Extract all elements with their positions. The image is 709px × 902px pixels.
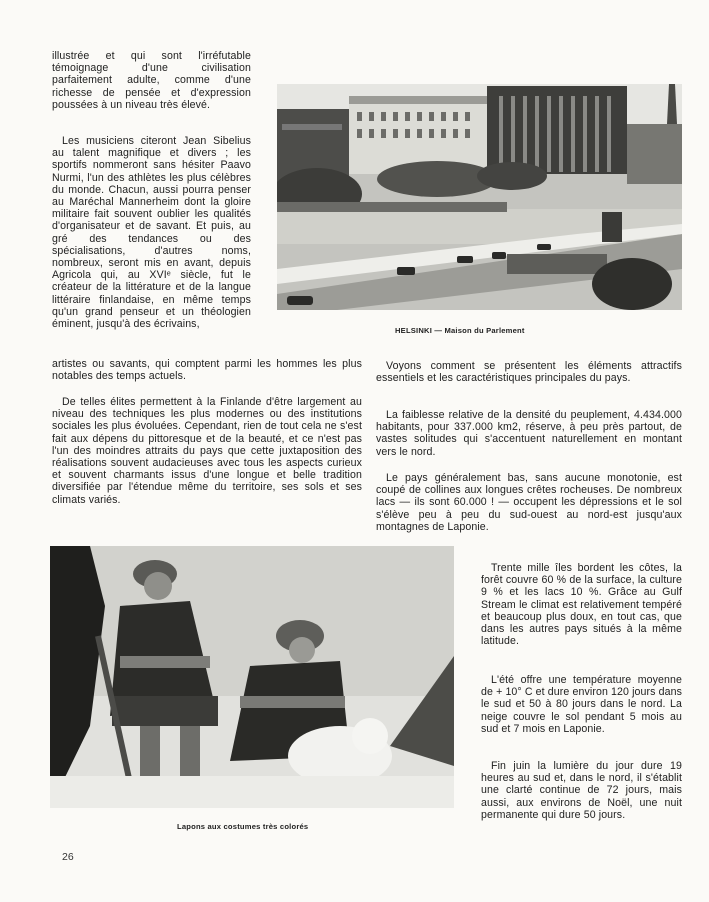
paragraph-1: illustrée et qui sont l'irréfutable témoignage d'une civilisation parfaitement adulte, comme d'une richesse de pensée et d'expression poussées à un niveau très élevé. (52, 50, 251, 111)
helsinki-caption: HELSINKI — Maison du Parlement (395, 326, 525, 335)
paragraph-9: Fin juin la lumière du jour dure 19 heures au sud et, dans le nord, il s'établit une clarté continue de 72 jours, mais aussi, aux environs de Noël, une nuit permanente qui dure 50 jours. (481, 760, 682, 821)
paragraph-5: La faiblesse relative de la densité du peuplement, 4.434.000 habitants, pour 337.000 km2, réserve, à peu près partout, de vastes solitudes qui s'accentuent naturellement en montant vers le nord. (376, 409, 682, 458)
lapons-photo (50, 546, 454, 808)
paragraph-7: Trente mille îles bordent les côtes, la forêt couvre 60 % de la surface, la culture 9 % et les lacs 10 %. Grâce au Gulf Stream le climat est relativement tempéré et beaucoup plus doux, en tout cas, que dans les autres pays situés à la même latitude. (481, 562, 682, 648)
lapons-image (50, 546, 454, 808)
paragraph-3: De telles élites permettent à la Finlande d'être largement au niveau des techniques les plus modernes ou des institutions sociales les plus évoluées. Cependant, rien de tout cela ne s'est fait aux dépens du pittoresque et de la beauté, et ce n'est pas l'un des moindres attraits du pays que cette juxtaposition des réalisations souvent audacieuses avec tous les aspects curieux et souvent charmants issus d'une longue et belle tradition diversifiée par l'étendue même du territoire, ses sols et ses climats variés. (52, 396, 362, 506)
page-number: 26 (62, 851, 74, 863)
paragraph-2: Les musiciens citeront Jean Sibelius au talent magnifique et divers ; les sportifs nommeront sans hésiter Paavo Nurmi, l'un des athlètes les plus célèbres du monde. Chacun, aussi pourra penser au Maréchal Mannerheim dont la gloire militaire fait souvent oublier les qualités d'organisateur et de savant. Et puis, au gré des tendances ou des spécialisations, d'autres noms, nombreux, seront mis en avant, depuis Agricola qui, au XVIᵉ siècle, fut le créateur de la littérature et de la langue littéraire finlandaise, en même temps qu'un grand penseur et un théologien éminent, jusqu'à des écrivains, (52, 135, 251, 331)
helsinki-parliament-image (277, 84, 682, 310)
helsinki-parliament-photo (277, 84, 682, 310)
paragraph-4: Voyons comment se présentent les éléments attractifs essentiels et les caractéristiques principales du pays. (376, 360, 682, 385)
paragraph-2-tail: artistes ou savants, qui comptent parmi les hommes les plus notables des temps actuels. (52, 358, 362, 383)
paragraph-6: Le pays généralement bas, sans aucune monotonie, est coupé de collines aux longues crêtes rocheuses. De nombreux lacs — ils sont 60.000 ! — occupent les dépressions et le sol s'élève peu à peu du sud-ouest au nord-est jusqu'aux montagnes de Laponie. (376, 472, 682, 533)
paragraph-8: L'été offre une température moyenne de + 10° C et dure environ 120 jours dans le sud et 50 à 80 jours dans le nord. La neige couvre le sol pendant 5 mois au sud et 7 mois en Laponie. (481, 674, 682, 735)
lapons-caption: Lapons aux costumes très colorés (177, 822, 309, 831)
